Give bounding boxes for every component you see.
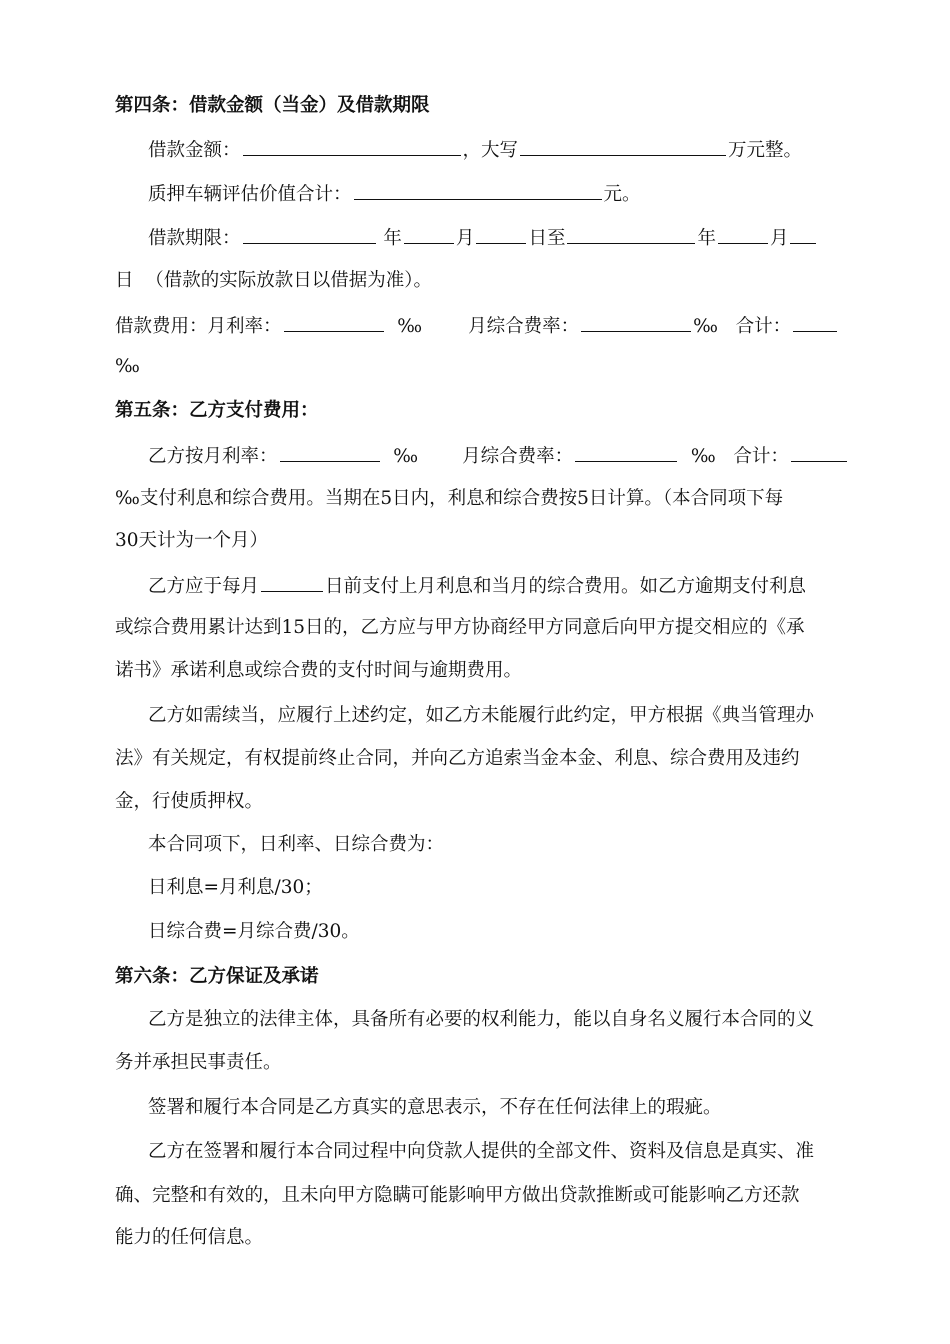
total-label: 合计：: [735, 316, 792, 337]
payment-rate-blank[interactable]: [280, 443, 380, 462]
end-year-label: 年: [697, 228, 716, 249]
loan-amount-line: [148, 137, 868, 163]
payment-composite-label: 月综合费率：: [462, 446, 574, 467]
art5-p2-line-1: [148, 573, 868, 599]
article-6-heading: 第六条：乙方保证及承诺: [115, 966, 319, 987]
pledge-value-unit: 元。: [603, 184, 641, 205]
payment-rate-line: [148, 443, 868, 469]
pledge-value-label: 质押车辆评估价值合计：: [148, 184, 352, 205]
art5-line-3: 30天计为一个月）: [115, 530, 269, 551]
loan-term-line: [148, 225, 868, 251]
loan-fee-label: 借款费用：月利率：: [115, 316, 282, 337]
loan-term-note: （借款的实际放款日以借据为准）。: [145, 270, 433, 291]
composite-rate-blank[interactable]: [581, 313, 691, 332]
monthly-rate-blank[interactable]: [284, 313, 384, 332]
art5-p5: 日利息=月利息/30；: [148, 877, 323, 898]
art5-line-2: ‰支付利息和综合费用。当期在5日内，利息和综合费按5日计算。（本合同项下每: [115, 488, 784, 509]
art5-p2-line-3: 诺书》承诺利息或综合费的支付时间与逾期费用。: [115, 660, 523, 681]
art6-p3-line-3: 能力的任何信息。: [115, 1227, 264, 1248]
article-4-heading: 第四条：借款金额（当金）及借款期限: [115, 95, 430, 116]
payment-total-label: 合计：: [733, 446, 789, 467]
art5-p3-line-1: 乙方如需续当，应履行上述约定，如乙方未能履行此约定，甲方根据《典当管理办: [148, 705, 815, 726]
payment-composite-blank[interactable]: [575, 443, 677, 462]
day-to-label: 日至: [528, 228, 566, 249]
start-year-blank[interactable]: [243, 225, 376, 244]
pay-day-blank[interactable]: [261, 573, 323, 592]
loan-fee-line: [115, 313, 835, 339]
pay-day-label: 乙方应于每月: [148, 576, 260, 597]
art5-p2-line-2: 或综合费用累计达到15日的，乙方应与甲方协商经甲方同意后向甲方提交相应的《承: [115, 617, 805, 638]
permille-sign: ‰: [690, 446, 716, 467]
art5-p4: 本合同项下，日利率、日综合费为：: [148, 834, 445, 855]
pay-day-text: 日前支付上月利息和当月的综合费用。如乙方逾期支付利息: [325, 576, 807, 597]
art6-p2: 签署和履行本合同是乙方真实的意思表示，不存在任何法律上的瑕疵。: [148, 1097, 722, 1118]
loan-amount-blank[interactable]: [243, 137, 461, 156]
payment-total-blank[interactable]: [791, 443, 847, 462]
loan-fee-line-2: [115, 355, 835, 379]
start-day-blank[interactable]: [476, 225, 526, 244]
end-day-label: 日: [115, 270, 134, 291]
art6-p3-line-2: 确、完整和有效的，且未向甲方隐瞒可能影响甲方做出贷款推断或可能影响乙方还款: [115, 1185, 800, 1206]
composite-rate-label: 月综合费率：: [468, 316, 580, 337]
end-month-label: 月: [769, 228, 789, 249]
pledge-value-line: [148, 181, 868, 207]
loan-term-line-2: [115, 269, 835, 293]
article-5-heading: 第五条：乙方支付费用：: [115, 400, 319, 421]
end-year-blank[interactable]: [567, 225, 695, 244]
permille-sign: ‰: [115, 356, 140, 377]
loan-amount-label: 借款金额：: [148, 140, 241, 161]
loan-amount-upper-blank[interactable]: [520, 137, 726, 156]
loan-amount-upper-label: ，大写: [462, 140, 519, 161]
permille-sign: ‰: [393, 446, 419, 467]
end-month-blank[interactable]: [718, 225, 768, 244]
art6-p1-line-1: 乙方是独立的法律主体，具备所有必要的权利能力，能以自身名义履行本合同的义: [148, 1009, 815, 1030]
start-month-blank[interactable]: [404, 225, 454, 244]
month-label: 月: [455, 228, 475, 249]
end-day-blank[interactable]: [790, 225, 816, 244]
permille-sign: ‰: [693, 316, 718, 337]
art5-p3-line-3: 金，行使质押权。: [115, 791, 264, 812]
pledge-value-blank[interactable]: [354, 181, 602, 200]
total-blank[interactable]: [793, 313, 837, 332]
art5-p3-line-2: 法》有关规定，有权提前终止合同，并向乙方追索当金本金、利息、综合费用及违约: [115, 748, 800, 769]
year-label: 年: [383, 228, 402, 249]
loan-term-label: 借款期限：: [148, 228, 241, 249]
loan-amount-unit: 万元整。: [728, 140, 803, 161]
art6-p1-line-2: 务并承担民事责任。: [115, 1052, 282, 1073]
art5-p6: 日综合费=月综合费/30。: [148, 921, 360, 942]
art6-p3-line-1: 乙方在签署和履行本合同过程中向贷款人提供的全部文件、资料及信息是真实、准: [148, 1141, 815, 1162]
payment-rate-label: 乙方按月利率：: [148, 446, 278, 467]
permille-sign: ‰: [397, 316, 423, 337]
